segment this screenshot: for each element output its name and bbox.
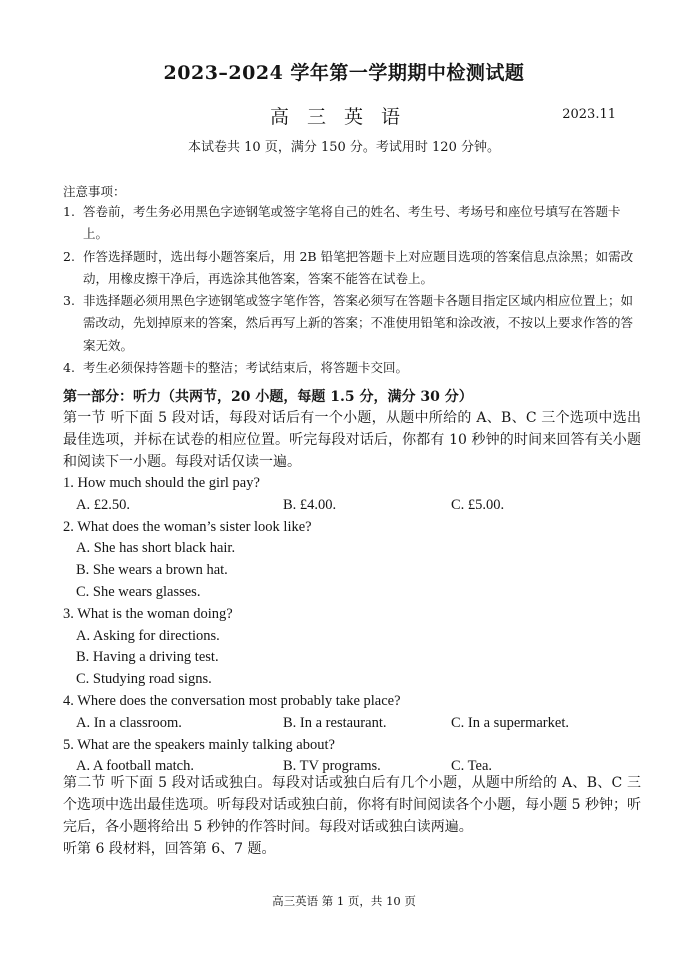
notice-text: 作答选择题时，选出每小题答案后，用 2B 铅笔把答题卡上对应题目选项的答案信息点涂黑；如需改动，用橡皮擦干净后，再选涂其他答案，答案不能答在试卷上。 <box>83 248 634 286</box>
notice-number: 2. <box>63 248 75 264</box>
question-4: 4. Where does the conversation most probably take place? <box>63 692 401 709</box>
options-row <box>63 495 643 517</box>
notice-number: 3. <box>63 293 75 309</box>
question-5: 5. What are the speakers mainly talking about? <box>63 736 335 753</box>
options-row <box>63 713 643 735</box>
question-2: 2. What does the woman’s sister look like? <box>63 518 312 535</box>
section1-instructions: 第一节 听下面 5 段对话，每段对话后有一个小题，从题中所给的 A、B、C 三个选项中选出最佳选项，并标在试卷的相应位置。听完每段对话后，你都有 10 秒钟的时间来回答有关小题和阅读下一小题。每段对话仅读一遍。 <box>63 410 641 470</box>
notice-text: 非选择题必须用黑色字迹钢笔或签字笔作答，答案必须写在答题卡各题目指定区域内相应位置上；如需改动，先划掉原来的答案，然后再写上新的答案；不准使用铅笔和涂改液，不按以上要求作答的答案无效。 <box>83 293 634 353</box>
part1-heading: 第一部分：听力（共两节，20 小题，每题 1.5 分，满分 30 分） <box>63 389 473 405</box>
option-b: B. In a restaurant. <box>283 714 387 731</box>
option-b: B. She wears a brown hat. <box>76 562 228 579</box>
option-a: A. Asking for directions. <box>76 627 220 644</box>
notice-list <box>63 201 643 379</box>
question-1: 1. How much should the girl pay? <box>63 475 260 491</box>
option-c: C. Studying road signs. <box>76 671 212 688</box>
subject-title: 高三英语 <box>269 106 418 128</box>
option-b: B. TV programs. <box>283 758 381 775</box>
option-c: C. Tea. <box>451 758 493 775</box>
notice-item <box>63 246 643 291</box>
option-c: C. She wears glasses. <box>76 583 201 600</box>
section2-text: 第二节 听下面 5 段对话或独白。每段对话或独白后有几个小题，从题中所给的 A、B、C 三个选项中选出最佳选项。听每段对话或独白前，你将有时间阅读各个小题，每小题 5 秒钟；听完后，各小题将给出 5 秒钟的作答时间。每段对话或独白读两遍。 <box>63 775 641 835</box>
notice-number: 4. <box>63 360 75 376</box>
option-a: A. In a classroom. <box>76 714 182 731</box>
exam-date: 2023.11 <box>562 107 616 122</box>
option-c: C. £5.00. <box>451 496 505 513</box>
question-3: 3. What is the woman doing? <box>63 605 233 622</box>
notice-text: 答卷前，考生务必用黑色字迹钢笔或签字笔将自己的姓名、考生号、考场号和座位号填写在答题卡上。 <box>83 204 621 242</box>
notice-number: 1. <box>63 204 75 219</box>
question-list <box>63 473 643 778</box>
exam-info: 本试卷共 10 页，满分 150 分。考试用时 120 分钟。 <box>188 140 500 155</box>
option-a: A. She has short black hair. <box>76 540 236 557</box>
page-footer: 高三英语 第 1 页，共 10 页 <box>272 894 416 908</box>
notice-heading: 注意事项： <box>63 184 126 199</box>
notice-item <box>63 201 643 246</box>
option-a: A. A football match. <box>76 758 194 775</box>
option-b: B. Having a driving test. <box>76 649 219 666</box>
notice-item <box>63 357 643 379</box>
exam-title: 2023–2024 学年第一学期期中检测试题 <box>163 62 525 84</box>
option-c: C. In a supermarket. <box>451 714 569 731</box>
option-a: A. £2.50. <box>76 496 130 513</box>
section2-last-line: 听第 6 段材料，回答第 6、7 题。 <box>63 841 276 857</box>
option-b: B. £4.00. <box>283 496 337 513</box>
section2-instructions <box>63 772 641 860</box>
notice-text: 考生必须保持答题卡的整洁；考试结束后，将答题卡交回。 <box>83 360 409 376</box>
notice-item <box>63 290 643 357</box>
